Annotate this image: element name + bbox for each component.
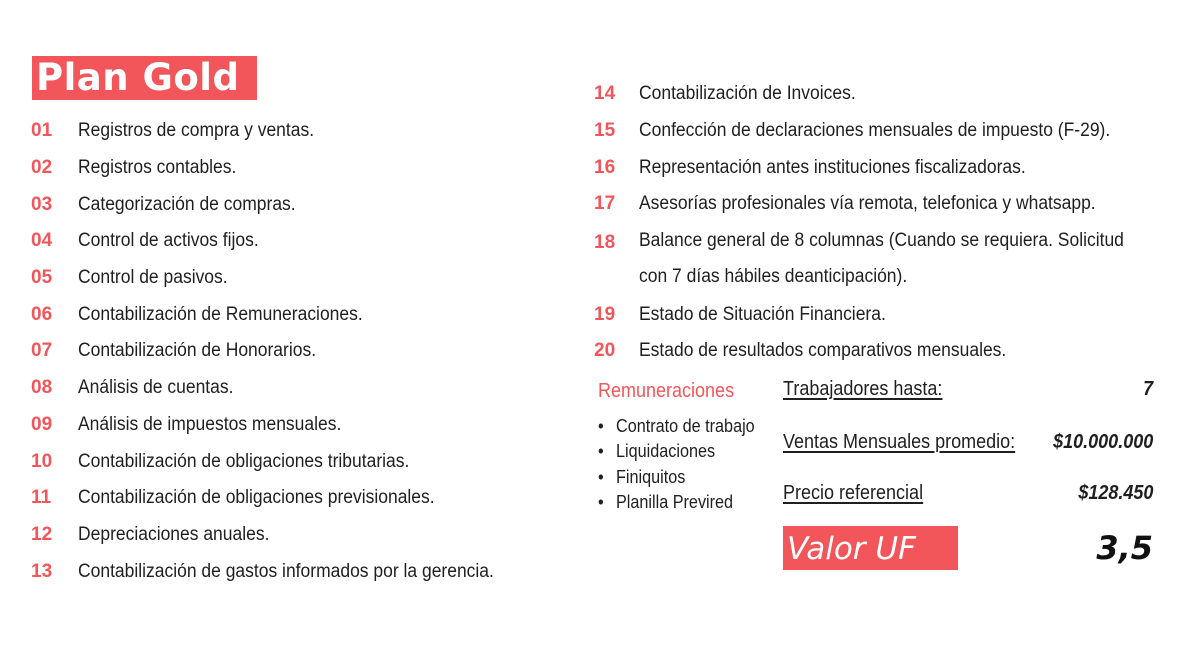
list-item — [31, 370, 530, 407]
list-item — [594, 223, 1166, 296]
remuneraciones-list — [598, 414, 772, 515]
item-number: 04 — [31, 230, 53, 252]
item-number: 17 — [594, 193, 616, 215]
list-item — [31, 480, 530, 517]
item-text: Categorización de compras. — [78, 193, 296, 215]
list-item — [598, 414, 755, 439]
services-list-right — [594, 76, 1166, 370]
bullet-icon: • — [598, 416, 604, 436]
list-item — [598, 465, 755, 490]
item-number: 10 — [31, 450, 53, 472]
item-text-line-1: Balance general de 8 columnas (Cuando se requiera. Solicitud — [639, 229, 1124, 251]
item-number: 16 — [594, 156, 616, 178]
services-list-left — [31, 113, 530, 590]
item-text: Registros de compra y ventas. — [78, 120, 315, 142]
item-text: Análisis de cuentas. — [78, 377, 234, 399]
item-text: Liquidaciones — [616, 441, 716, 462]
item-text: Registros contables. — [78, 157, 237, 179]
list-item — [594, 186, 1166, 223]
price-row — [783, 482, 1153, 505]
item-text: Representación antes instituciones fiscalizadoras. — [639, 156, 1026, 178]
item-text: Contabilización de Honorarios. — [78, 340, 317, 362]
uf-value: 3,5 — [1096, 529, 1153, 567]
item-text: Finiquitos — [616, 466, 686, 487]
item-text: Control de activos fijos. — [78, 230, 259, 252]
bullet-icon: • — [598, 466, 604, 487]
sales-label: Ventas Mensuales promedio: — [783, 431, 1016, 453]
sales-value: $10.000.000 — [1052, 431, 1153, 453]
price-value: $128.450 — [1077, 482, 1153, 504]
item-text: Contabilización de gastos informados por la gerencia. — [78, 560, 494, 582]
price-label: Precio referencial — [783, 482, 924, 504]
item-number: 11 — [31, 487, 52, 509]
list-item — [598, 490, 755, 515]
item-text: Asesorías profesionales vía remota, telefonica y whatsapp. — [639, 193, 1096, 215]
workers-value: 7 — [1142, 378, 1153, 400]
item-text: Contabilización de Remuneraciones. — [78, 303, 363, 325]
list-item — [31, 296, 530, 333]
item-number: 19 — [594, 303, 616, 325]
item-number: 14 — [594, 83, 616, 105]
uf-label: Valor UF — [783, 526, 958, 570]
list-item — [31, 517, 530, 554]
list-item — [31, 150, 530, 187]
plan-title: Plan Gold — [32, 56, 257, 100]
item-number: 06 — [31, 303, 53, 325]
item-text: Confección de declaraciones mensuales de impuesto (F-29). — [639, 120, 1111, 142]
item-number: 02 — [31, 157, 53, 179]
list-item — [31, 260, 530, 297]
list-item — [31, 186, 530, 223]
item-number: 05 — [31, 267, 53, 289]
item-text: Contabilización de Invoices. — [639, 83, 856, 105]
list-item — [594, 333, 1166, 370]
item-text: Contabilización de obligaciones previsionales. — [78, 487, 435, 509]
item-number: 09 — [31, 413, 53, 435]
item-text: Estado de resultados comparativos mensuales. — [639, 340, 1007, 362]
item-text — [639, 223, 1124, 296]
list-item — [598, 439, 755, 464]
bullet-icon: • — [598, 441, 604, 462]
list-item — [31, 443, 530, 480]
list-item — [31, 223, 530, 260]
item-text: Depreciaciones anuales. — [78, 523, 270, 545]
item-number: 07 — [31, 340, 53, 362]
remuneraciones-heading: Remuneraciones — [598, 380, 735, 402]
item-text: Estado de Situación Financiera. — [639, 303, 886, 325]
item-number: 18 — [594, 231, 616, 253]
item-text: Contrato de trabajo — [616, 416, 755, 436]
list-item — [31, 407, 530, 444]
list-item — [31, 333, 530, 370]
item-text: Contabilización de obligaciones tributarias. — [78, 450, 410, 472]
list-item — [594, 149, 1166, 186]
workers-row — [783, 378, 1153, 401]
item-number: 15 — [594, 120, 616, 142]
item-text-line-2: con 7 días hábiles deanticipación). — [639, 266, 908, 288]
list-item — [31, 113, 530, 150]
item-number: 08 — [31, 377, 53, 399]
workers-label: Trabajadores hasta: — [783, 378, 943, 400]
sales-row — [783, 431, 1153, 454]
list-item — [594, 296, 1166, 333]
list-item — [31, 553, 530, 590]
item-number: 13 — [31, 560, 53, 582]
item-number: 12 — [31, 523, 53, 545]
item-number: 20 — [594, 340, 616, 362]
bullet-icon: • — [598, 491, 604, 512]
list-item — [594, 113, 1166, 150]
item-number: 03 — [31, 193, 53, 215]
item-text: Planilla Previred — [616, 491, 734, 512]
item-text: Análisis de impuestos mensuales. — [78, 413, 342, 435]
item-text: Control de pasivos. — [78, 267, 228, 289]
list-item — [594, 76, 1166, 113]
item-number: 01 — [31, 120, 53, 142]
